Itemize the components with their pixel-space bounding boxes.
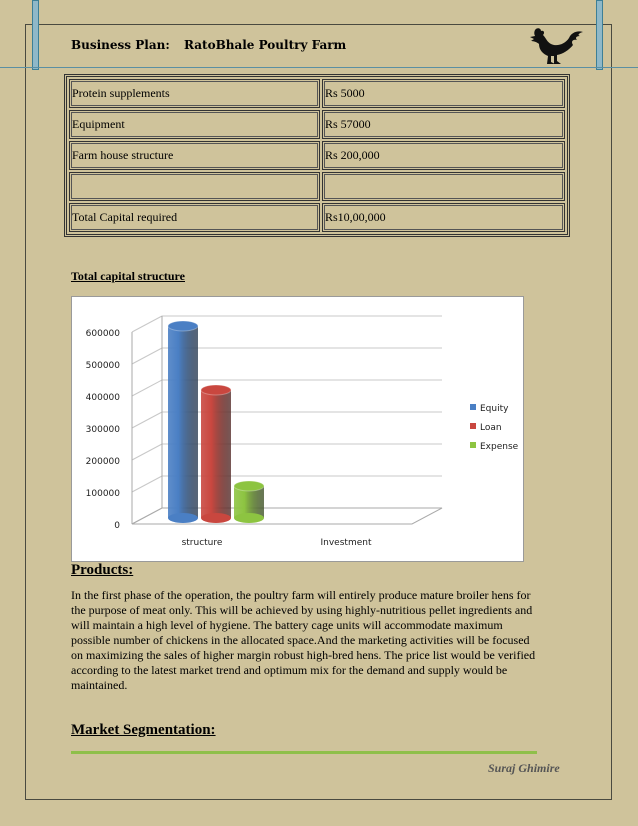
- cost-item-cell: Total Capital required: [69, 203, 320, 232]
- y-tick-label: 600000: [85, 329, 120, 339]
- cost-amount-cell: Rs10,00,000: [322, 203, 565, 232]
- header-rule: [0, 67, 638, 68]
- legend-swatch-equity: [470, 404, 476, 410]
- gridline-side: [132, 380, 162, 396]
- table-row: [69, 110, 565, 139]
- y-tick-label: 500000: [85, 361, 120, 371]
- document-title: Business Plan:: [71, 38, 170, 52]
- products-paragraph: In the first phase of the operation, the poultry farm will entirely produce mature broiler hens for the purpose of meat only. This will be achieved by using highly-nutritious pellet ingredients and will maintain a high level of hygiene. The battery cage units will accommodate maximum possible number of chickens in the allocated space.And the marketing activities will be focused on maximizing the sales of higher margin robust high-bred hens. The price list would be verified according to the latest market trend and optimum mix for the demand and supply would be maintained.: [71, 588, 536, 692]
- farm-name: RatoBhale Poultry Farm: [184, 38, 347, 52]
- y-tick-label: 300000: [85, 425, 120, 435]
- cost-amount-cell: Rs 5000: [322, 79, 565, 108]
- legend-swatch-expense: [470, 442, 476, 448]
- gridline-side: [132, 316, 162, 332]
- bar-loan: [201, 385, 231, 523]
- cost-item-cell: Farm house structure: [69, 141, 320, 170]
- legend-label-loan: Loan: [480, 423, 502, 433]
- cost-amount-cell: [322, 172, 565, 201]
- rooster-icon: [527, 26, 587, 66]
- cost-amount-cell: Rs 57000: [322, 110, 565, 139]
- bar-equity: [168, 321, 198, 523]
- gridline-side: [132, 444, 162, 460]
- products-heading: Products:: [71, 562, 134, 578]
- gridline-side: [132, 476, 162, 492]
- bar-expense: [234, 481, 264, 523]
- legend-label-equity: Equity: [480, 404, 509, 414]
- y-tick-label: 400000: [85, 393, 120, 403]
- header-tab-left: [32, 0, 39, 70]
- x-category-label: Investment: [320, 538, 372, 548]
- gridline-side: [132, 412, 162, 428]
- footer-rule: [71, 751, 537, 754]
- market-segmentation-heading: Market Segmentation:: [71, 722, 216, 738]
- chart-svg: [72, 297, 523, 561]
- table-row: [69, 79, 565, 108]
- cost-item-cell: [69, 172, 320, 201]
- y-tick-label: 200000: [85, 457, 120, 467]
- capital-structure-heading: Total capital structure: [71, 269, 185, 283]
- cost-item-cell: Equipment: [69, 110, 320, 139]
- cost-amount-cell: Rs 200,000: [322, 141, 565, 170]
- header-title: [71, 38, 347, 52]
- y-tick-label: 0: [114, 521, 120, 531]
- capital-cost-table: [64, 74, 570, 237]
- table-row: [69, 141, 565, 170]
- header-tab-right: [596, 0, 603, 70]
- author-name: Suraj Ghimire: [488, 761, 560, 775]
- x-category-label: structure: [181, 538, 223, 548]
- gridline-side: [132, 348, 162, 364]
- cost-item-cell: Protein supplements: [69, 79, 320, 108]
- table-row: [69, 172, 565, 201]
- table-row: [69, 203, 565, 232]
- y-tick-label: 100000: [85, 489, 120, 499]
- legend-swatch-loan: [470, 423, 476, 429]
- capital-structure-chart: [71, 296, 524, 562]
- legend-label-expense: Expense: [480, 442, 519, 452]
